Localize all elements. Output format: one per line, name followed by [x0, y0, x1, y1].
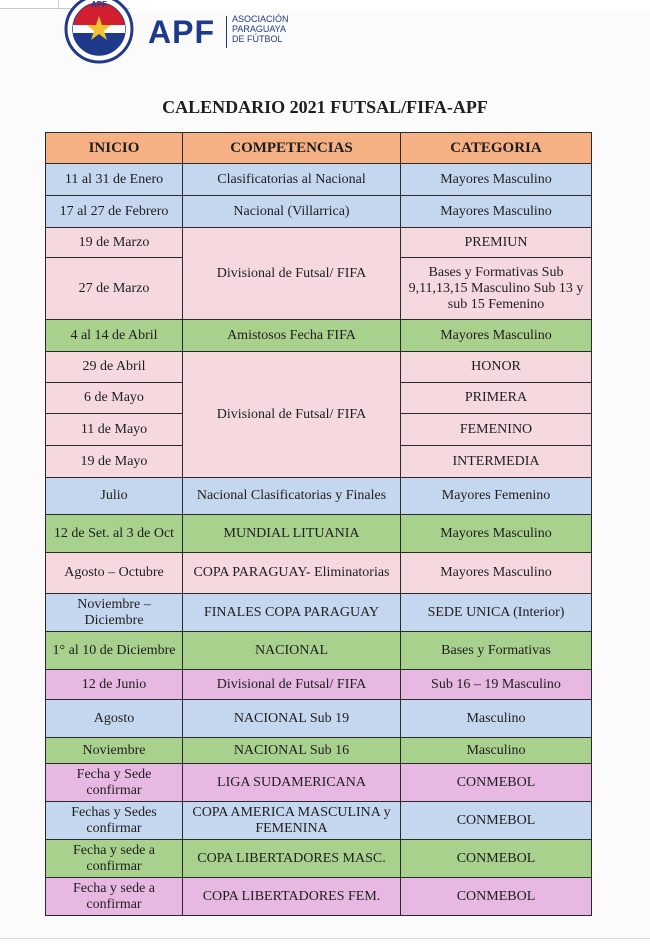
cell-competencia: Divisional de Futsal/ FIFA	[183, 228, 401, 320]
cell-inicio: Noviembre – Diciembre	[46, 594, 183, 632]
cell-competencia: NACIONAL	[183, 632, 401, 670]
cell-inicio: 17 al 27 de Febrero	[46, 196, 183, 228]
cell-competencia: COPA LIBERTADORES MASC.	[183, 840, 401, 878]
table-row	[46, 878, 592, 916]
table-row	[46, 840, 592, 878]
table-row	[46, 670, 592, 700]
cell-inicio: Fechas y Sedes confirmar	[46, 802, 183, 840]
calendar-table	[45, 132, 592, 916]
cell-categoria: Masculino	[401, 738, 592, 764]
cell-categoria: CONMEBOL	[401, 878, 592, 916]
table-row	[46, 764, 592, 802]
table-row	[46, 632, 592, 670]
table-row	[46, 594, 592, 632]
table-row	[46, 553, 592, 594]
cell-categoria: Sub 16 – 19 Masculino	[401, 670, 592, 700]
cell-categoria: Bases y Formativas Sub 9,11,13,15 Masculino Sub 13 y sub 15 Femenino	[401, 258, 592, 320]
table-row	[46, 700, 592, 738]
table-row	[46, 478, 592, 515]
cell-categoria: Mayores Masculino	[401, 164, 592, 196]
cell-inicio: Noviembre	[46, 738, 183, 764]
table-row	[46, 196, 592, 228]
cell-inicio: 27 de Marzo	[46, 258, 183, 320]
cell-categoria: Mayores Masculino	[401, 553, 592, 594]
cell-competencia: Divisional de Futsal/ FIFA	[183, 352, 401, 478]
cell-inicio: 12 de Junio	[46, 670, 183, 700]
cell-competencia: Divisional de Futsal/ FIFA	[183, 670, 401, 700]
column-header-competencias: COMPETENCIAS	[183, 133, 401, 164]
cell-inicio: 12 de Set. al 3 de Oct	[46, 515, 183, 553]
table-row	[46, 515, 592, 553]
cell-competencia: FINALES COPA PARAGUAY	[183, 594, 401, 632]
table-row	[46, 352, 592, 383]
cell-categoria: SEDE UNICA (Interior)	[401, 594, 592, 632]
logo-full-name	[232, 14, 289, 44]
table-row	[46, 802, 592, 840]
table-row	[46, 738, 592, 764]
cell-inicio: 6 de Mayo	[46, 383, 183, 414]
svg-text:APF: APF	[91, 0, 107, 9]
cell-competencia: Clasificatorias al Nacional	[183, 164, 401, 196]
table-header-row	[46, 133, 592, 164]
cell-categoria: CONMEBOL	[401, 840, 592, 878]
cell-inicio: 19 de Mayo	[46, 446, 183, 478]
cell-competencia: LIGA SUDAMERICANA	[183, 764, 401, 802]
logo-divider	[226, 16, 227, 48]
cell-competencia: COPA LIBERTADORES FEM.	[183, 878, 401, 916]
cell-competencia: Nacional Clasificatorias y Finales	[183, 478, 401, 515]
cell-categoria: CONMEBOL	[401, 764, 592, 802]
table-row	[46, 164, 592, 196]
cell-inicio: 11 al 31 de Enero	[46, 164, 183, 196]
cell-inicio: Fecha y sede a confirmar	[46, 878, 183, 916]
cell-categoria: PRIMERA	[401, 383, 592, 414]
cell-competencia: NACIONAL Sub 19	[183, 700, 401, 738]
cell-categoria: FEMENINO	[401, 414, 592, 446]
cell-categoria: HONOR	[401, 352, 592, 383]
cell-categoria: Mayores Masculino	[401, 515, 592, 553]
cell-competencia: Amistosos Fecha FIFA	[183, 320, 401, 352]
cell-inicio: Agosto – Octubre	[46, 553, 183, 594]
cell-categoria: Mayores Femenino	[401, 478, 592, 515]
cell-competencia: COPA PARAGUAY- Eliminatorias	[183, 553, 401, 594]
logo-name-line: PARAGUAYA	[232, 24, 287, 34]
cell-competencia: NACIONAL Sub 16	[183, 738, 401, 764]
column-header-categoria: CATEGORIA	[401, 133, 592, 164]
cell-inicio: 4 al 14 de Abril	[46, 320, 183, 352]
bottom-edge	[0, 938, 650, 949]
column-header-inicio: INICIO	[46, 133, 183, 164]
cell-inicio: 29 de Abril	[46, 352, 183, 383]
cell-competencia: MUNDIAL LITUANIA	[183, 515, 401, 553]
cell-competencia: COPA AMERICA MASCULINA y FEMENINA	[183, 802, 401, 840]
cell-inicio: Agosto	[46, 700, 183, 738]
cell-inicio: 11 de Mayo	[46, 414, 183, 446]
cell-inicio: 1° al 10 de Diciembre	[46, 632, 183, 670]
logo-acronym: APF	[148, 14, 215, 50]
cell-categoria: Masculino	[401, 700, 592, 738]
table-row	[46, 320, 592, 352]
cell-inicio: Julio	[46, 478, 183, 515]
cell-categoria: Mayores Masculino	[401, 196, 592, 228]
apf-seal-icon	[64, 0, 134, 64]
logo-name-line: ASOCIACIÓN	[232, 14, 289, 24]
cell-categoria: INTERMEDIA	[401, 446, 592, 478]
cell-inicio: Fecha y Sede confirmar	[46, 764, 183, 802]
cell-categoria: CONMEBOL	[401, 802, 592, 840]
cell-competencia: Nacional (Villarrica)	[183, 196, 401, 228]
cell-categoria: Bases y Formativas	[401, 632, 592, 670]
cell-categoria: PREMIUN	[401, 228, 592, 258]
cell-inicio: Fecha y sede a confirmar	[46, 840, 183, 878]
page-title: CALENDARIO 2021 FUTSAL/FIFA-APF	[162, 97, 488, 117]
table-row	[46, 228, 592, 258]
cell-categoria: Mayores Masculino	[401, 320, 592, 352]
cell-inicio: 19 de Marzo	[46, 228, 183, 258]
logo-name-line: DE FÚTBOL	[232, 34, 283, 44]
